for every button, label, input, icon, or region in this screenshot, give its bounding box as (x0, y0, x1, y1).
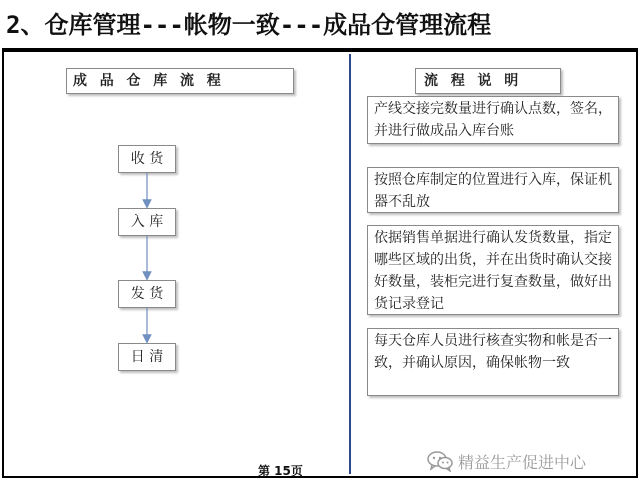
page-title: 2、仓库管理---帐物一致---成品仓管理流程 (6, 11, 492, 39)
explanation-header: 流 程 说 明 (415, 68, 561, 94)
frame-left-border (2, 52, 4, 478)
flow-step-daily-clear: 日 清 (118, 343, 176, 371)
column-divider (349, 54, 351, 474)
explanation-daily-clear: 每天仓库人员进行核查实物和帐是否一致，并确认原因，确保帐物一致 (367, 328, 619, 396)
title-underline (2, 48, 638, 52)
explanation-store: 按照仓库制定的位置进行入库，保证机器不乱放 (367, 167, 619, 213)
flow-header: 成 品 仓 库 流 程 (66, 68, 294, 94)
explanation-receive: 产线交接完数量进行确认点数，签名，并进行做成品入库台账 (367, 96, 619, 144)
flow-step-ship: 发 货 (118, 280, 176, 308)
explanation-ship: 依据销售单据进行确认发货数量，指定哪些区域的出货，并在出货时确认交接好数量，装柜完进行复查数量，做好出货记录登记 (367, 225, 619, 315)
frame-right-border (636, 52, 638, 478)
flow-step-receive: 收 货 (118, 145, 176, 173)
page-number: 第 15页 (258, 464, 303, 478)
watermark (426, 449, 586, 473)
flow-step-store: 入 库 (118, 208, 176, 236)
wechat-icon (426, 450, 454, 472)
frame-bottom-border (2, 476, 638, 478)
watermark-text: 精益生产促进中心 (458, 452, 587, 472)
